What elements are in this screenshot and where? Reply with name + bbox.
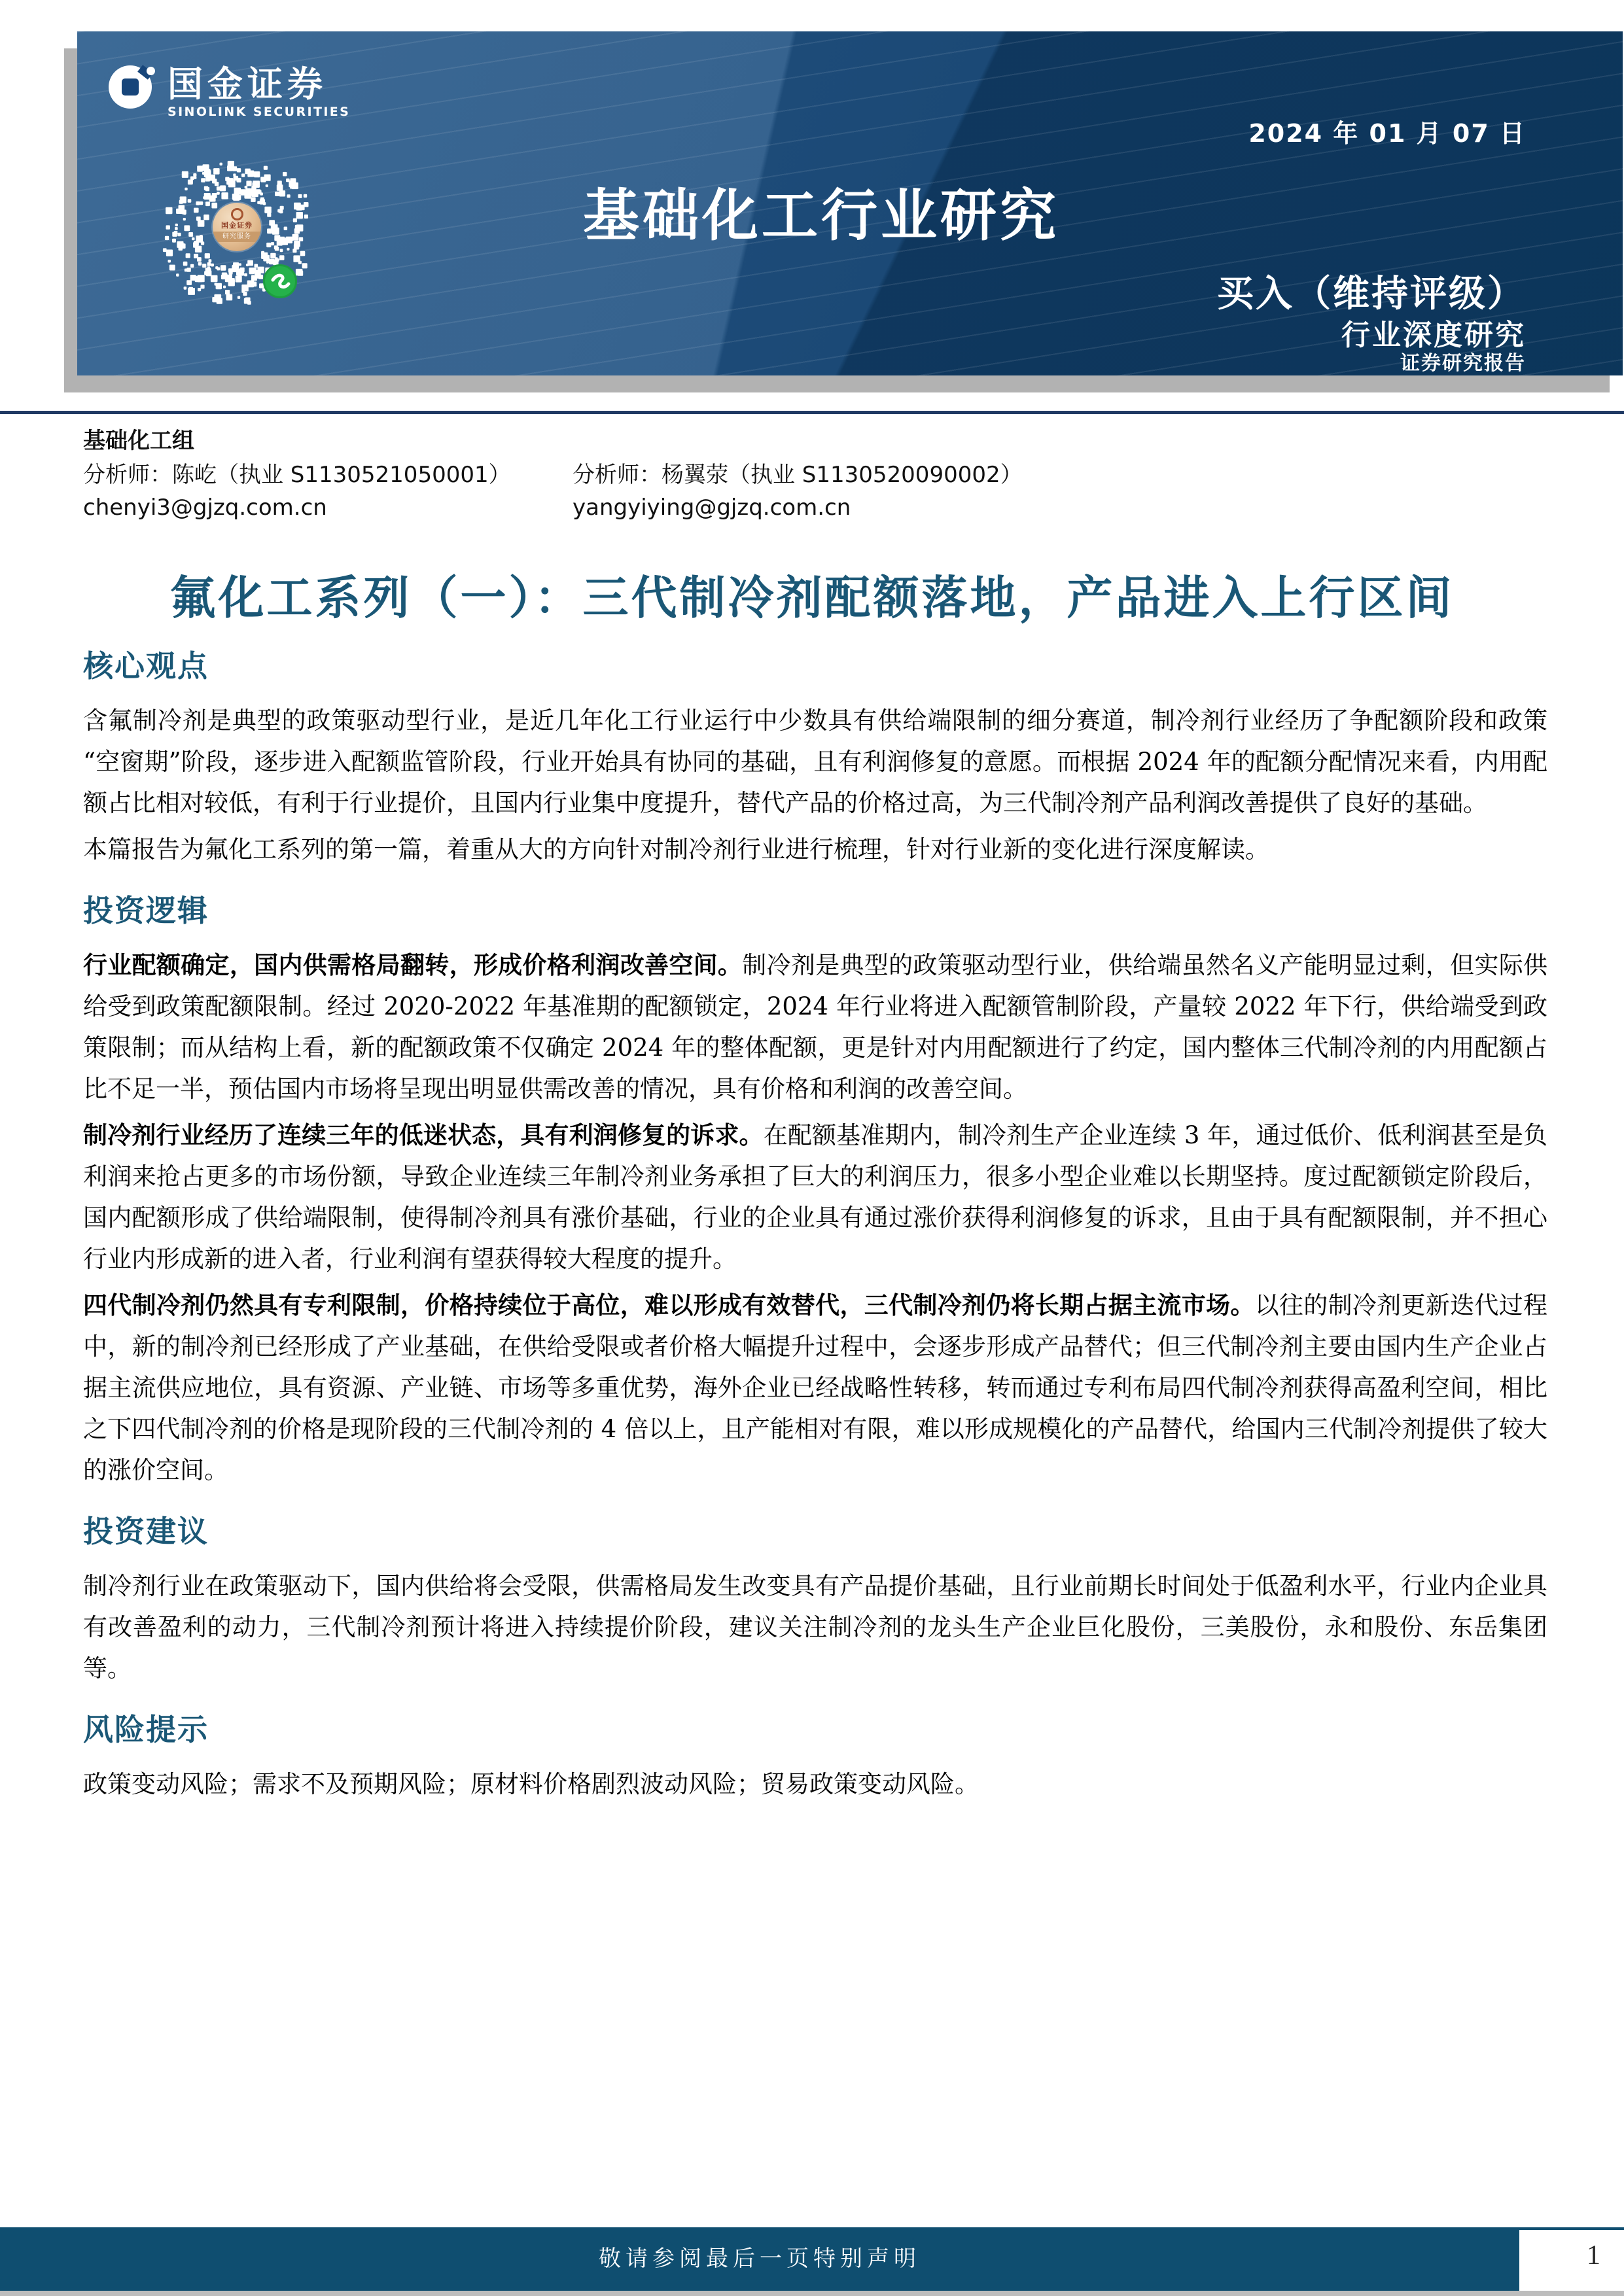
report-type-label: 行业深度研究 — [1341, 319, 1526, 352]
analyst-grid — [83, 461, 1023, 522]
section-heading-risk-warning: 风险提示 — [83, 1712, 209, 1747]
footer-disclaimer-bar: 敬请参阅最后一页特别声明 — [0, 2227, 1519, 2291]
qr-badge-logo-icon — [231, 208, 243, 220]
paragraph — [83, 945, 1547, 1109]
header-banner — [77, 31, 1623, 375]
qr-code — [160, 154, 314, 309]
section-heading-core-views: 核心观点 — [83, 648, 209, 684]
rating-label: 买入（维持评级） — [1217, 273, 1526, 315]
analyst-email-2: yangyiying@gjzq.com.cn — [573, 495, 851, 521]
paragraph-lead: 四代制冷剂仍然具有专利限制，价格持续位于高位，难以形成有效替代，三代制冷剂仍将长期占据主流市场。 — [83, 1291, 1255, 1319]
paragraph-lead: 行业配额确定，国内供需格局翻转，形成价格利润改善空间。 — [83, 950, 743, 979]
report-date: 2024 年 01 月 07 日 — [1248, 119, 1526, 148]
section-heading-investment-advice: 投资建议 — [83, 1514, 209, 1549]
qr-center-badge — [213, 203, 261, 251]
paragraph — [83, 829, 1547, 870]
report-body — [83, 642, 1547, 1810]
logo-name-en: SINOLINK SECURITIES — [168, 105, 351, 119]
page-title: 氟化工系列（一）：三代制冷剂配额落地，产品进入上行区间 — [169, 571, 1455, 625]
logo-text — [168, 65, 350, 120]
page-number: 1 — [1587, 2240, 1600, 2270]
section-heading-investment-logic: 投资逻辑 — [83, 893, 209, 928]
analyst-block — [83, 426, 1023, 522]
paragraph — [83, 1764, 1547, 1805]
paragraph — [83, 1565, 1547, 1689]
sinolink-logo-icon — [109, 65, 153, 110]
footer-right-rule — [1519, 2227, 1624, 2230]
logo-hole-shape — [122, 78, 139, 96]
paragraph — [83, 1285, 1547, 1491]
paragraph-text: 以往的制冷剂更新迭代过程中，新的制冷剂已经形成了产业基础，在供给受限或者价格大幅提升过程中，会逐步形成产品替代；但三代制冷剂主要由国内生产企业占据主流供应地位，具有资源、产业链、市场等多重优势，海外企业已经战略性转移，转而通过专利布局四代制冷剂获得高盈利空间，相比之下四代制冷剂的价格是现阶段的三代制冷剂的 4 倍以上，且产能相对有限，难以形成规模化的产品替代，给国内三代制冷剂提供了较大的涨价空间。 — [83, 1291, 1548, 1484]
paragraph-lead: 制冷剂行业经历了连续三年的低迷状态，具有利润修复的诉求。 — [83, 1121, 764, 1149]
company-logo — [109, 65, 350, 120]
paragraph-text: 含氟制冷剂是典型的政策驱动型行业，是近几年化工行业运行中少数具有供给端限制的细分赛道，制冷剂行业经历了争配额阶段和政策“空窗期”阶段，逐步进入配额监管阶段，行业开始具有协同的基础，且有利润修复的意愿。而根据 2024 年的配额分配情况来看，内用配额占比相对较低，有利于行业提价，且国内行业集中度提升，替代产品的价格过高，为三代制冷剂产品利润改善提供了良好的基础。 — [83, 706, 1547, 817]
page-bottom-edge — [0, 2291, 1624, 2296]
paragraph-text: 制冷剂行业在政策驱动下，国内供给将会受限，供需格局发生改变具有产品提价基础，且行业前期长时间处于低盈利水平，行业内企业具有改善盈利的动力，三代制冷剂预计将进入持续提价阶段，建议关注制冷剂的龙头生产企业巨化股份，三美股份，永和股份、东岳集团等。 — [83, 1572, 1547, 1682]
logo-dot-shape — [147, 67, 155, 75]
banner-title: 基础化工行业研究 — [583, 183, 1059, 249]
paragraph-text: 政策变动风险；需求不及预期风险；原材料价格剧烈波动风险；贸易政策变动风险。 — [83, 1770, 979, 1798]
paragraph-text: 本篇报告为氟化工系列的第一篇，着重从大的方向针对制冷剂行业进行梳理，针对行业新的变化进行深度解读。 — [83, 835, 1269, 863]
analyst-group-name: 基础化工组 — [83, 428, 194, 454]
analyst-email-1: chenyi3@gjzq.com.cn — [83, 495, 327, 521]
header-divider — [0, 411, 1624, 414]
qr-badge-text-1: 国金证券 — [221, 221, 253, 230]
qr-badge-text-2: 研究服务 — [213, 232, 261, 242]
report-tag-label: 证券研究报告 — [1400, 352, 1526, 375]
analyst-name-1: 分析师：陈屹（执业 S1130521050001） — [83, 462, 511, 488]
banner-right-block — [937, 31, 1526, 375]
paragraph — [83, 1115, 1547, 1279]
paragraph-text: 在配额基准期内，制冷剂生产企业连续 3 年，通过低价、低利润甚至是负利润来抢占更多的市场份额，导致企业连续三年制冷剂业务承担了巨大的利润压力，很多小型企业难以长期坚持。度过配额锁定阶段后，国内配额形成了供给端限制，使得制冷剂具有涨价基础，行业的企业具有通过涨价获得利润修复的诉求，且由于具有配额限制，并不担心行业内形成新的进入者，行业利润有望获得较大程度的提升。 — [83, 1121, 1547, 1273]
wechat-icon — [263, 264, 297, 298]
logo-name-cn: 国金证券 — [168, 63, 327, 105]
paragraph-text: 制冷剂是典型的政策驱动型行业，供给端虽然名义产能明显过剩，但实际供给受到政策配额限制。经过 2020-2022 年基准期的配额锁定，2024 年行业将进入配额管制阶段，产量较 2022 年下行，供给端受到政策限制；而从结构上看，新的配额政策不仅确定 2024 年的整体配额，更是针对内用配额进行了约定，国内整体三代制冷剂的内用配额占比不足一半，预估国内市场将呈现出明显供需改善的情况，具有价格和利润的改善空间。 — [83, 951, 1548, 1103]
paragraph — [83, 700, 1547, 824]
analyst-name-2: 分析师：杨翼荥（执业 S1130520090002） — [573, 462, 1023, 488]
